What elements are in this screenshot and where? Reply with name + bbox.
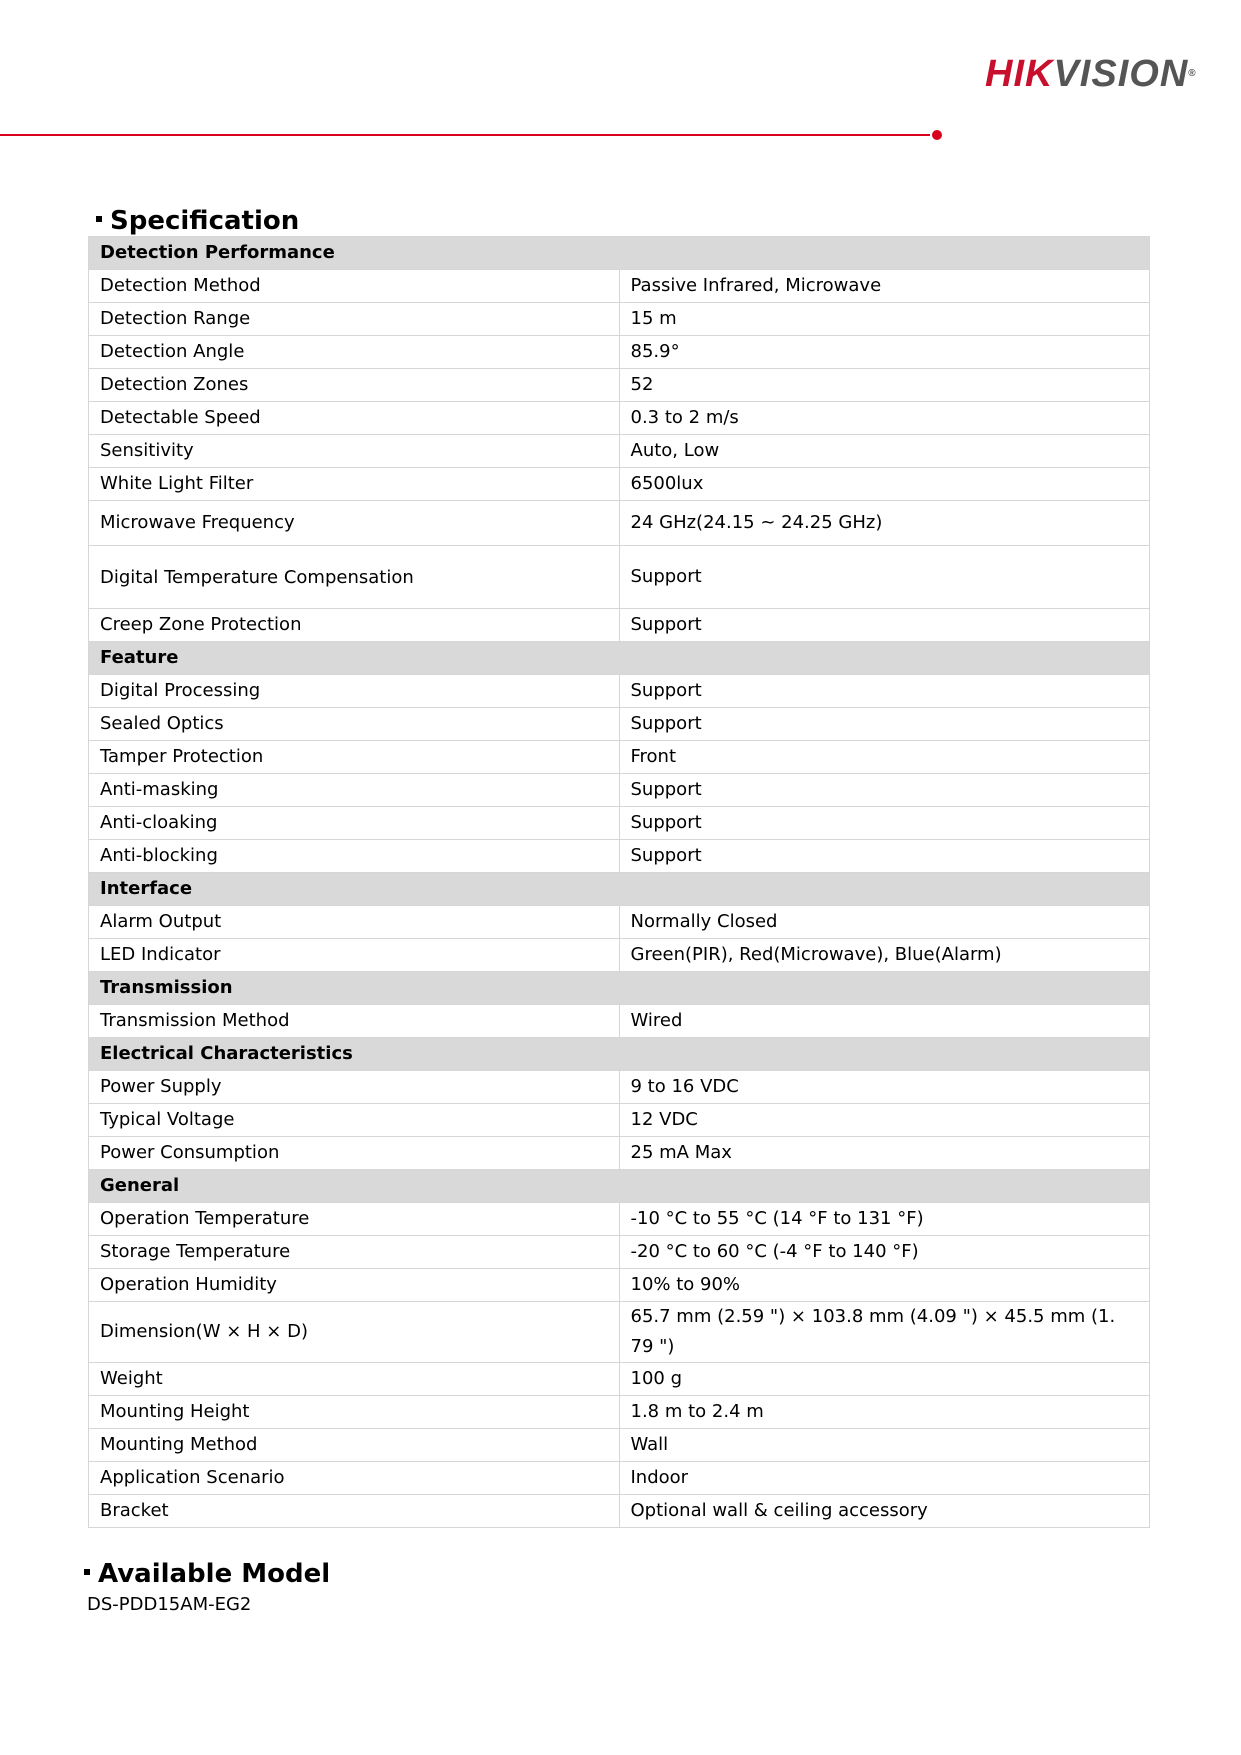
model-name: DS-PDD15AM-EG2 <box>87 1594 252 1615</box>
header-divider <box>0 134 930 136</box>
spec-row: White Light Filter 6500lux <box>89 468 1150 501</box>
section-header: Transmission <box>89 972 1150 1005</box>
spec-row: Transmission Method Wired <box>89 1005 1150 1038</box>
section-header: Detection Performance <box>89 237 1150 270</box>
spec-row: Mounting Height 1.8 m to 2.4 m <box>89 1396 1150 1429</box>
spec-row: Detection Method Passive Infrared, Microwave <box>89 270 1150 303</box>
available-model-heading: Available Model <box>84 1558 330 1590</box>
spec-row: Weight 100 g <box>89 1363 1150 1396</box>
spec-row: Power Supply 9 to 16 VDC <box>89 1071 1150 1104</box>
spec-row: Typical Voltage 12 VDC <box>89 1104 1150 1137</box>
specification-table <box>88 236 1150 1528</box>
section-header: Electrical Characteristics <box>89 1038 1150 1071</box>
spec-row: Microwave Frequency 24 GHz(24.15 ~ 24.25 GHz) <box>89 501 1150 546</box>
spec-row: Detectable Speed 0.3 to 2 m/s <box>89 402 1150 435</box>
section-header: Interface <box>89 873 1150 906</box>
section-header: Feature <box>89 642 1150 675</box>
bullet-icon <box>96 216 102 222</box>
brand-logo: HIKVISION® <box>985 53 1197 95</box>
spec-row: Digital Processing Support <box>89 675 1150 708</box>
spec-row: Alarm Output Normally Closed <box>89 906 1150 939</box>
spec-row: Mounting Method Wall <box>89 1429 1150 1462</box>
header-divider-dot <box>932 130 942 140</box>
spec-row: Storage Temperature -20 °C to 60 °C (-4 °F to 140 °F) <box>89 1236 1150 1269</box>
spec-row: Operation Humidity 10% to 90% <box>89 1269 1150 1302</box>
spec-row: Anti-blocking Support <box>89 840 1150 873</box>
spec-row: Tamper Protection Front <box>89 741 1150 774</box>
spec-row: Anti-masking Support <box>89 774 1150 807</box>
spec-row: Detection Angle 85.9° <box>89 336 1150 369</box>
spec-row: LED Indicator Green(PIR), Red(Microwave), Blue(Alarm) <box>89 939 1150 972</box>
spec-row: Anti-cloaking Support <box>89 807 1150 840</box>
spec-row: Sealed Optics Support <box>89 708 1150 741</box>
section-header: General <box>89 1170 1150 1203</box>
spec-row: Creep Zone Protection Support <box>89 609 1150 642</box>
specification-heading: Specification <box>96 205 299 237</box>
spec-row: Operation Temperature -10 °C to 55 °C (14 °F to 131 °F) <box>89 1203 1150 1236</box>
spec-row: Application Scenario Indoor <box>89 1462 1150 1495</box>
spec-row: Bracket Optional wall & ceiling accessory <box>89 1495 1150 1528</box>
bullet-icon <box>84 1569 90 1575</box>
spec-row: Digital Temperature Compensation Support <box>89 546 1150 609</box>
spec-row: Detection Range 15 m <box>89 303 1150 336</box>
spec-row: Power Consumption 25 mA Max <box>89 1137 1150 1170</box>
spec-row: Detection Zones 52 <box>89 369 1150 402</box>
spec-row: Dimension(W × H × D) 65.7 mm (2.59 ") × 103.8 mm (4.09 ") × 45.5 mm (1. 79 ") <box>89 1302 1150 1363</box>
spec-row: Sensitivity Auto, Low <box>89 435 1150 468</box>
